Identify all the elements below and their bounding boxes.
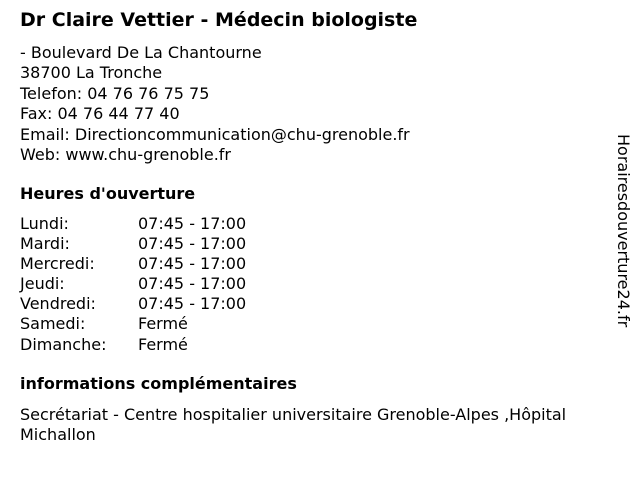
- phone-line: Telefon: 04 76 76 75 75: [20, 83, 210, 103]
- hours-value: Fermé: [138, 314, 188, 334]
- day-label: Dimanche:: [20, 334, 107, 354]
- fax-line: Fax: 04 76 44 77 40: [20, 104, 180, 124]
- day-label: Jeudi:: [20, 274, 65, 294]
- day-label: Mercredi:: [20, 254, 95, 274]
- hours-value: Fermé: [138, 334, 188, 354]
- email-line: Email: Directioncommunication@chu-grenoble.fr: [20, 124, 410, 144]
- address-line-1: - Boulevard De La Chantourne: [20, 43, 262, 62]
- address-line-2: 38700 La Tronche: [20, 63, 163, 83]
- site-watermark: [612, 134, 634, 344]
- day-label: Samedi:: [20, 314, 86, 334]
- additional-info-heading: informations complémentaires: [20, 374, 297, 393]
- hours-value: 07:45 - 17:00: [138, 214, 247, 233]
- hours-value: 07:45 - 17:00: [138, 254, 247, 274]
- hours-value: 07:45 - 17:00: [138, 274, 247, 294]
- day-label: Lundi:: [20, 214, 69, 233]
- hours-value: 07:45 - 17:00: [138, 234, 247, 254]
- hours-value: 07:45 - 17:00: [138, 294, 247, 314]
- web-line: Web: www.chu-grenoble.fr: [20, 144, 231, 164]
- watermark-text: Horairesdouverture24.fr: [614, 134, 633, 328]
- page-title: Dr Claire Vettier - Médecin biologiste: [20, 9, 418, 31]
- day-label: Vendredi:: [20, 294, 96, 314]
- contact-block: [20, 43, 410, 165]
- additional-info-text: Secrétariat - Centre hospitalier universitaire Grenoble-Alpes ,Hôpital Michallon: [20, 405, 567, 445]
- opening-hours-heading: Heures d'ouverture: [20, 184, 196, 203]
- day-label: Mardi:: [20, 234, 70, 254]
